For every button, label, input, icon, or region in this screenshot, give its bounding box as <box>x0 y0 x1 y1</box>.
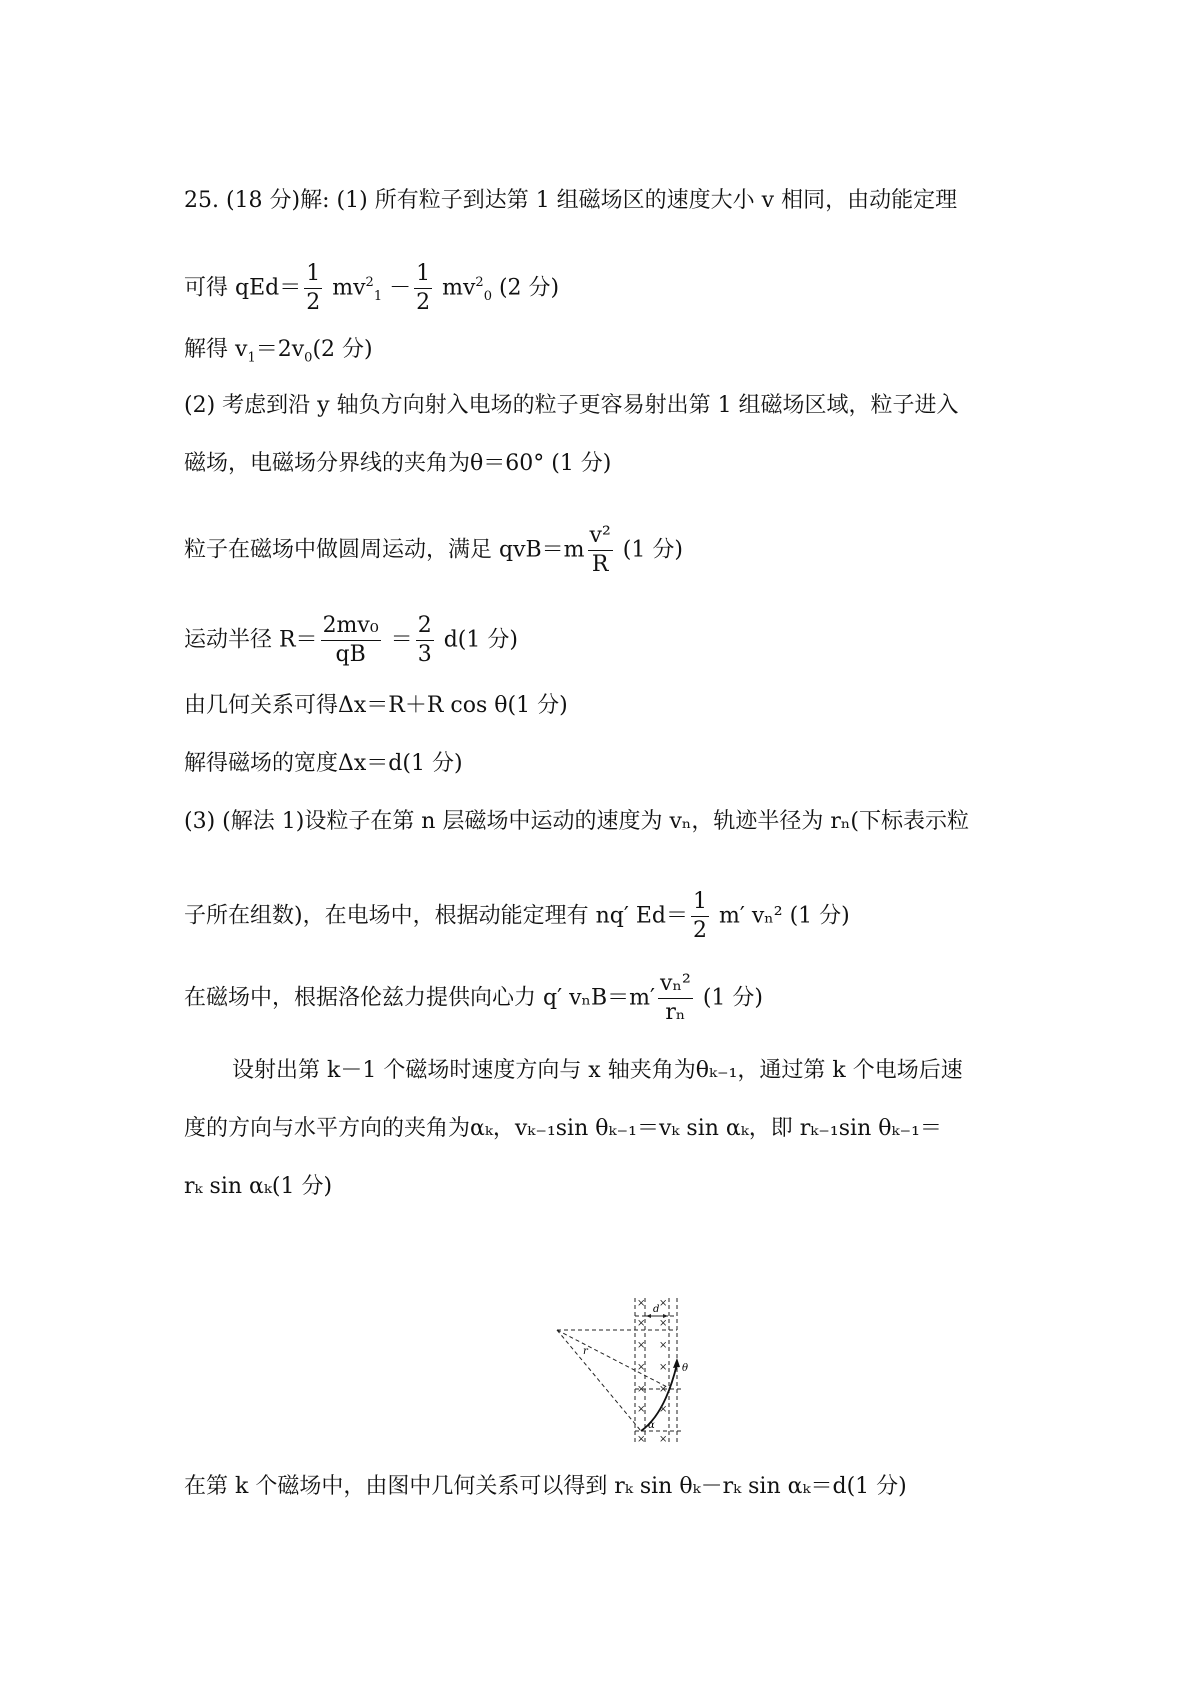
svg-text:×: × <box>659 1404 668 1415</box>
p2-line-3: 粒子在磁场中做圆周运动，满足 qvB＝m $\frac{\text{v²}}{R}$ (1 分) <box>184 523 683 577</box>
svg-text:×: × <box>637 1298 646 1309</box>
q25-line-3: 解得 $v_1=2v_0(2$ 分) <box>184 337 373 366</box>
svg-text:×: × <box>659 1340 668 1351</box>
svg-text:×: × <box>637 1318 646 1329</box>
svg-text:×: × <box>637 1340 646 1351</box>
p3-line-3: 在磁场中，根据洛伦兹力提供向心力 q′ vₙB＝m′ $\frac{\text{vₙ²}}{\text{rₙ}}$ (1 分) <box>184 971 763 1025</box>
magnetic-field-diagram <box>553 1296 703 1446</box>
p3-line-7: 在第 k 个磁场中，由图中几何关系可以得到 rₖ sin θₖ－rₖ sin αₖ＝d(1 分) <box>184 1474 907 1499</box>
p2-line-5: 由几何关系可得Δx＝R＋R cos θ(1 分) <box>184 693 568 718</box>
q25-line-2: 可得 qEd＝ $\frac{1}{2}$ $mv^2_1$ － $\frac{1}{2}$ $mv^2_0$ (2 分) <box>184 261 560 315</box>
p2-line-4: 运动半径 R＝ $\frac{\text{2mv₀}}{qB}$ ＝ $\frac{2}{3}$ d(1 分) <box>184 613 518 667</box>
svg-text:×: × <box>637 1384 646 1395</box>
p2-line-1: (2) 考虑到沿 y 轴负方向射入电场的粒子更容易射出第 1 组磁场区域，粒子进入 <box>184 393 959 418</box>
svg-text:×: × <box>659 1362 668 1373</box>
svg-text:×: × <box>659 1384 668 1395</box>
fraction-vn2-over-rn: $\frac{\text{vₙ²}}{\text{rₙ}}$ <box>660 971 691 1025</box>
fraction-2mv0-over-qB: $\frac{\text{2mv₀}}{qB}$ <box>322 613 379 667</box>
q25-line-1: 25. (18 分)解: (1) 所有粒子到达第 1 组磁场区的速度大小 v 相同，由动能定理 <box>184 188 958 213</box>
p3-line-4: 设射出第 k－1 个磁场时速度方向与 x 轴夹角为θₖ₋₁，通过第 k 个电场后速 <box>232 1058 963 1083</box>
label-d: d <box>653 1304 660 1315</box>
p3-line-5: 度的方向与水平方向的夹角为αₖ，vₖ₋₁sin θₖ₋₁＝vₖ sin αₖ，即 rₖ₋₁sin θₖ₋₁＝ <box>184 1116 942 1141</box>
fraction-half: $\frac{1}{2}$ <box>306 261 321 315</box>
p2-line-6: 解得磁场的宽度Δx＝d(1 分) <box>184 751 463 776</box>
svg-text:×: × <box>637 1404 646 1415</box>
svg-text:×: × <box>659 1318 668 1329</box>
label-r: r <box>583 1346 588 1357</box>
svg-text:×: × <box>659 1298 668 1309</box>
p2-line-2: 磁场，电磁场分界线的夹角为θ＝60° (1 分) <box>184 451 612 476</box>
score: (2 分) <box>498 275 560 301</box>
fraction-half-2: $\frac{1}{2}$ <box>416 261 431 315</box>
svg-text:×: × <box>659 1434 668 1445</box>
p3-line-6: rₖ sin αₖ(1 分) <box>184 1174 333 1199</box>
fraction-half-3: $\frac{1}{2}$ <box>692 889 707 943</box>
label-theta: θ <box>682 1363 689 1374</box>
p3-line-1: (3) (解法 1)设粒子在第 n 层磁场中运动的速度为 vₙ，轨迹半径为 rₙ(下标表示粒 <box>184 809 970 834</box>
svg-text:×: × <box>637 1362 646 1373</box>
label-alpha: α <box>648 1420 655 1431</box>
fraction-two-thirds: $\frac{2}{3}$ <box>417 613 432 667</box>
svg-text:×: × <box>637 1434 646 1445</box>
fraction-v2-over-R: $\frac{\text{v²}}{R}$ <box>589 523 611 577</box>
equation-text: 可得 qEd＝ <box>184 275 302 301</box>
p3-line-2: 子所在组数)，在电场中，根据动能定理有 nq′ Ed＝ $\frac{1}{2}$ m′ vₙ² (1 分) <box>184 889 850 943</box>
